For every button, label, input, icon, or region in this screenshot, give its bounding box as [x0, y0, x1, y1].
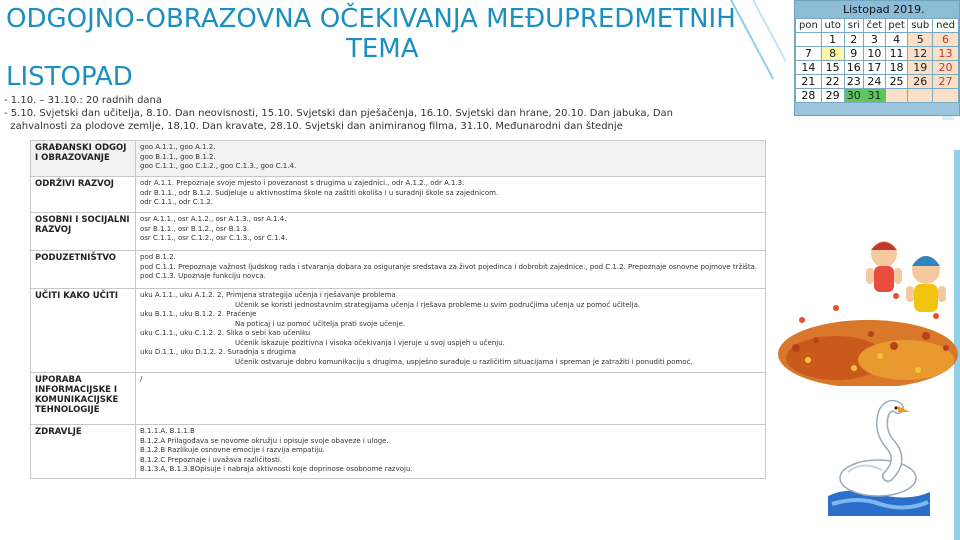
content-line: Učenik ostvaruje dobru komunikaciju s drugima, uspješno surađuje u različitim situacijama i spreman je zatražiti i ponuditi pomoć. [235, 357, 693, 366]
content-line: pod C.1.1. Prepoznaje važnost ljudskog rada i stvaranja dobara za osiguranje sredstava za život pojedinca i dobrobit zajednice., pod C.1.2. Prepoznaje osnovne pojmove tržišta. [140, 262, 758, 271]
calendar-day: 23 [844, 75, 864, 89]
expectations-table [30, 140, 766, 479]
content-line: uku C.1.1., uku C.1.2. 2. Slika o sebi kao učeniku [140, 329, 311, 337]
autumn-kids-illustration [776, 236, 960, 386]
calendar-weekday: pet [885, 19, 908, 33]
calendar-day: 22 [821, 75, 844, 89]
dates-line: - 1.10. – 31.10.: 20 radnih dana [4, 95, 163, 106]
calendar-weekday: pon [796, 19, 822, 33]
table-row [31, 213, 766, 251]
calendar-day: 21 [796, 75, 822, 89]
calendar-day: 2 [844, 33, 864, 47]
calendar-weekday: sub [908, 19, 933, 33]
content-line: uku B.1.1., uku B.1.2. 2. Praćenje [140, 310, 257, 318]
content-line: B.1.1.A, B.1.1.B [140, 427, 195, 435]
content-line: B.1.3.A, B.1.3.BOpisuje i nabraja aktivnosti koje doprinose osobnome razvoju. [140, 465, 413, 473]
calendar-day: 6 [933, 33, 959, 47]
content-line: pod C.1.3. Upoznaje funkciju novca. [140, 272, 266, 280]
calendar-day: 24 [864, 75, 886, 89]
calendar-day: 30 [844, 89, 864, 103]
row-content [136, 251, 766, 289]
row-heading: ODRŽIVI RAZVOJ [31, 177, 136, 213]
content-line: B.1.2.C Prepoznaje i uvažava različitosti. [140, 455, 283, 464]
calendar-day: 10 [864, 47, 886, 61]
title-line-1: ODGOJNO-OBRAZOVNA OČEKIVANJA MEĐUPREDMETNIH [6, 4, 736, 34]
content-line: goo B.1.1., goo B.1.2. [140, 152, 216, 161]
table-row [31, 251, 766, 289]
row-content [136, 141, 766, 177]
content-line: B.1.2.A Prilagođava se novome okružju i opisuje svoje obaveze i uloge. [140, 436, 389, 445]
calendar-title: Listopad 2019. [795, 1, 959, 18]
row-heading: UČITI KAKO UČITI [31, 289, 136, 373]
swan-illustration [818, 400, 938, 520]
table-row [31, 425, 766, 479]
calendar-day: 1 [821, 33, 844, 47]
content-line: osr C.1.1., osr C.1.2., osr C.1.3., osr C.1.4. [140, 234, 288, 242]
calendar-day: 11 [885, 47, 908, 61]
important-dates [4, 94, 784, 133]
calendar-day [933, 89, 959, 103]
content-line: goo C.1.1., goo C.1.2., goo C.1.3., goo C.1.4. [140, 162, 297, 170]
row-content [136, 213, 766, 251]
content-line: odr C.1.1., odr C.1.2. [140, 198, 214, 206]
content-line: B.1.2.B Razlikuje osnovne emocije i razvija empatiju. [140, 446, 325, 454]
content-line: Učenik se koristi jednostavnim strategijama učenja i rješava probleme u svim područjima učenja uz pomoć učitelja. [235, 300, 641, 309]
calendar-weekday: uto [821, 19, 844, 33]
calendar-day: 4 [885, 33, 908, 47]
table-row [31, 289, 766, 373]
dates-line: - 5.10. Svjetski dan učitelja, 8.10. Dan neovisnosti, 15.10. Svjetski dan pješačenja, 16.10. Svjetski dan hrane, 20.10. Dan jabuka, Dan [4, 108, 673, 119]
content-line: uku A.1.1., uku A.1.2. 2. Primjena strategija učenja i rješavanje problema [140, 291, 396, 299]
calendar-day: 14 [796, 61, 822, 75]
calendar-day: 7 [796, 47, 822, 61]
calendar-day: 26 [908, 75, 933, 89]
row-content [136, 373, 766, 425]
calendar-day [908, 89, 933, 103]
row-heading: OSOBNI I SOCIJALNI RAZVOJ [31, 213, 136, 251]
calendar-day: 19 [908, 61, 933, 75]
calendar-weekday: sri [844, 19, 864, 33]
calendar-day [796, 33, 822, 47]
content-line: pod B.1.2. [140, 253, 176, 261]
calendar-grid [795, 18, 959, 103]
content-line: Na poticaj i uz pomoć učitelja prati svoje učenje. [235, 319, 406, 328]
content-line: / [140, 375, 143, 383]
calendar-day [885, 89, 908, 103]
calendar-day: 18 [885, 61, 908, 75]
calendar-day: 16 [844, 61, 864, 75]
calendar-day: 9 [844, 47, 864, 61]
calendar-day: 17 [864, 61, 886, 75]
calendar-day: 28 [796, 89, 822, 103]
calendar-day: 5 [908, 33, 933, 47]
calendar-day: 25 [885, 75, 908, 89]
table-row [31, 373, 766, 425]
row-content [136, 177, 766, 213]
content-line: osr A.1.1., osr A.1.2., osr A.1.3., osr A.1.4. [140, 215, 287, 223]
content-line: goo A.1.1., goo A.1.2. [140, 143, 216, 151]
content-line: odr B.1.1., odr B.1.2. Sudjeluje u aktivnostima škole na zaštiti okoliša i u suradnji škole sa zajednicom. [140, 188, 499, 197]
calendar-day: 29 [821, 89, 844, 103]
calendar-day: 27 [933, 75, 959, 89]
row-content [136, 425, 766, 479]
row-heading: PODUZETNIŠTVO [31, 251, 136, 289]
calendar-weekday: ned [933, 19, 959, 33]
content-line: Učenik iskazuje pozitivna i visoka očekivanja i vjeruje u svoj uspjeh u učenju. [235, 338, 505, 347]
table-row [31, 141, 766, 177]
calendar-day: 3 [864, 33, 886, 47]
row-heading: ZDRAVLJE [31, 425, 136, 479]
calendar-day: 13 [933, 47, 959, 61]
month-subtitle: LISTOPAD [6, 62, 133, 92]
title-line-2: TEMA [346, 34, 419, 64]
row-heading: GRAĐANSKI ODGOJ I OBRAZOVANJE [31, 141, 136, 177]
content-line: uku D.1.1., uku D.1.2. 2. Suradnja s drugima [140, 348, 296, 356]
calendar-weekday: čet [864, 19, 886, 33]
calendar-day: 31 [864, 89, 886, 103]
calendar-day: 8 [821, 47, 844, 61]
content-line: osr B.1.1., osr B.1.2., osr B.1.3. [140, 224, 250, 233]
row-content [136, 289, 766, 373]
calendar-widget [794, 0, 960, 116]
calendar-day: 15 [821, 61, 844, 75]
content-line: odr A.1.1. Prepoznaje svoje mjesto i povezanost s drugima u zajednici., odr A.1.2., odr A.1.3. [140, 179, 465, 187]
calendar-day: 20 [933, 61, 959, 75]
dates-line: zahvalnosti za plodove zemlje, 18.10. Dan kravate, 28.10. Svjetski dan animiranog filma, 31.10. Međunarodni dan štednje [4, 121, 623, 132]
table-row [31, 177, 766, 213]
page-title [6, 4, 786, 64]
calendar-day: 12 [908, 47, 933, 61]
row-heading: UPORABA INFORMACIJSKE I KOMUNIKACIJSKE TEHNOLOGIJE [31, 373, 136, 425]
